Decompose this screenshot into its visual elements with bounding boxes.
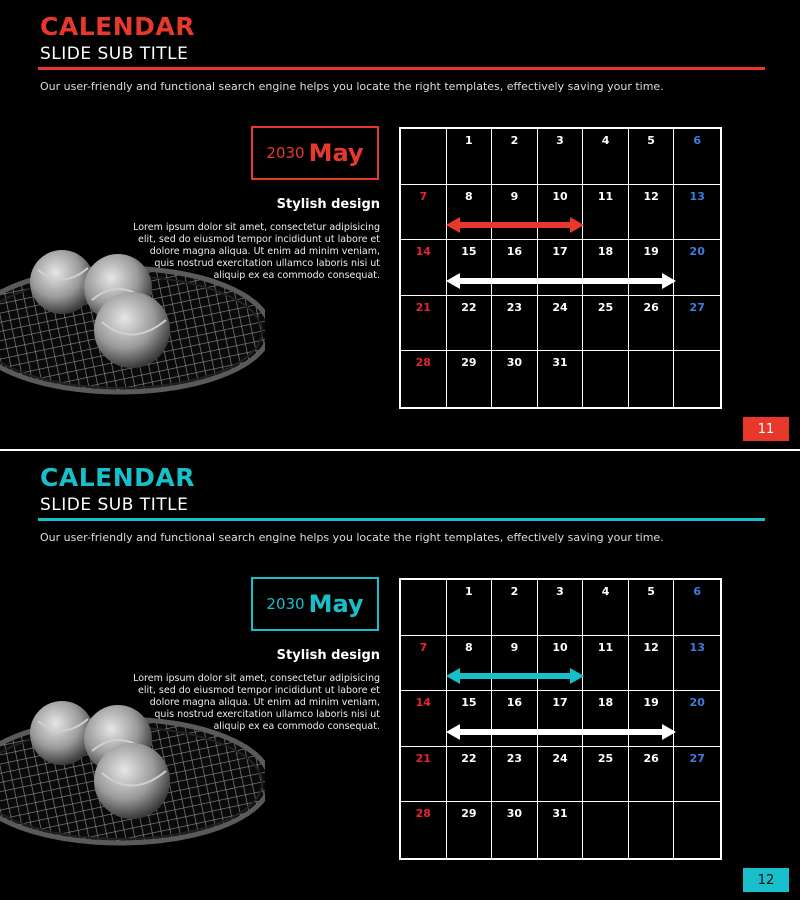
- feature-heading: Stylish design: [276, 197, 380, 212]
- day-cell: 19: [629, 240, 675, 296]
- day-cell: 7: [401, 636, 447, 692]
- range-arrow-long: [446, 724, 676, 740]
- month-label-box: [251, 577, 379, 631]
- slide-subtitle: SLIDE SUB TITLE: [40, 495, 189, 515]
- day-cell: 6: [674, 580, 720, 636]
- day-cell: 6: [674, 129, 720, 185]
- day-cell: 10: [538, 636, 584, 692]
- day-cell: 26: [629, 296, 675, 352]
- day-cell: 1: [447, 580, 493, 636]
- day-cell: 24: [538, 747, 584, 803]
- day-cell: 17: [538, 691, 584, 747]
- feature-body: Lorem ipsum dolor sit amet, consectetur adipisicing elit, sed do eiusmod tempor incididunt ut labore et dolore magna aliqua. Ut enim ad minim veniam, quis nostrud exercitation ullamco laboris nisi ut aliquip ex ea commodo consequat.: [133, 222, 380, 281]
- month-label-box: [251, 126, 379, 180]
- intro-text: Our user-friendly and functional search engine helps you locate the right templates, effectively saving your time.: [40, 531, 664, 544]
- day-cell: 26: [629, 747, 675, 803]
- day-cell: 9: [492, 636, 538, 692]
- day-cell: 11: [583, 636, 629, 692]
- day-cell: 2: [492, 580, 538, 636]
- title-divider: [38, 67, 765, 70]
- day-cell: 12: [629, 185, 675, 241]
- range-arrow-short: [446, 217, 584, 233]
- intro-text: Our user-friendly and functional search engine helps you locate the right templates, effectively saving your time.: [40, 80, 664, 93]
- day-cell: [583, 351, 629, 407]
- day-cell: 3: [538, 129, 584, 185]
- feature-body: Lorem ipsum dolor sit amet, consectetur adipisicing elit, sed do eiusmod tempor incididunt ut labore et dolore magna aliqua. Ut enim ad minim veniam, quis nostrud exercitation ullamco laboris nisi ut aliquip ex ea commodo consequat.: [133, 673, 380, 732]
- year-label: 2030: [266, 144, 305, 162]
- day-cell: 31: [538, 351, 584, 407]
- day-cell: 20: [674, 691, 720, 747]
- day-cell: 22: [447, 747, 493, 803]
- day-cell: 15: [447, 691, 493, 747]
- day-cell: 18: [583, 240, 629, 296]
- day-cell: 2: [492, 129, 538, 185]
- day-cell: 30: [492, 802, 538, 858]
- page-number: 12: [743, 868, 789, 892]
- day-cell: 17: [538, 240, 584, 296]
- day-cell: 16: [492, 240, 538, 296]
- day-cell: 28: [401, 351, 447, 407]
- day-cell: 18: [583, 691, 629, 747]
- page-number: 11: [743, 417, 789, 441]
- day-cell: 12: [629, 636, 675, 692]
- slide-subtitle: SLIDE SUB TITLE: [40, 44, 189, 64]
- day-cell: 7: [401, 185, 447, 241]
- day-cell: 25: [583, 296, 629, 352]
- feature-heading: Stylish design: [276, 648, 380, 663]
- day-cell: 21: [401, 296, 447, 352]
- day-cell: 14: [401, 240, 447, 296]
- day-cell: [674, 351, 720, 407]
- day-cell: 8: [447, 636, 493, 692]
- day-cell: 29: [447, 351, 493, 407]
- day-cell: 29: [447, 802, 493, 858]
- slide-title: CALENDAR: [40, 463, 195, 492]
- day-cell: 4: [583, 129, 629, 185]
- day-cell: 21: [401, 747, 447, 803]
- slide-title: CALENDAR: [40, 12, 195, 41]
- slide-12[interactable]: [0, 451, 800, 900]
- day-cell: 13: [674, 185, 720, 241]
- range-arrow-short: [446, 668, 584, 684]
- slide-11[interactable]: [0, 0, 800, 449]
- day-cell: 11: [583, 185, 629, 241]
- day-cell: 15: [447, 240, 493, 296]
- day-cell: 23: [492, 747, 538, 803]
- range-arrow-long: [446, 273, 676, 289]
- day-cell: 3: [538, 580, 584, 636]
- day-cell: [401, 129, 447, 185]
- day-cell: 23: [492, 296, 538, 352]
- day-cell: 5: [629, 129, 675, 185]
- day-cell: 22: [447, 296, 493, 352]
- day-cell: 10: [538, 185, 584, 241]
- day-cell: 19: [629, 691, 675, 747]
- month-label: May: [308, 139, 364, 167]
- day-cell: 24: [538, 296, 584, 352]
- day-cell: 20: [674, 240, 720, 296]
- day-cell: 1: [447, 129, 493, 185]
- day-cell: 27: [674, 747, 720, 803]
- day-cell: 9: [492, 185, 538, 241]
- day-cell: 5: [629, 580, 675, 636]
- day-cell: [674, 802, 720, 858]
- day-cell: 30: [492, 351, 538, 407]
- day-cell: 27: [674, 296, 720, 352]
- day-cell: [629, 351, 675, 407]
- day-cell: 16: [492, 691, 538, 747]
- day-cell: 28: [401, 802, 447, 858]
- month-label: May: [308, 590, 364, 618]
- day-cell: 31: [538, 802, 584, 858]
- title-divider: [38, 518, 765, 521]
- day-cell: 14: [401, 691, 447, 747]
- calendar-grid: [399, 578, 722, 860]
- day-cell: [583, 802, 629, 858]
- day-cell: [401, 580, 447, 636]
- day-cell: 4: [583, 580, 629, 636]
- calendar-grid: [399, 127, 722, 409]
- day-cell: 25: [583, 747, 629, 803]
- day-cell: [629, 802, 675, 858]
- day-cell: 8: [447, 185, 493, 241]
- day-cell: 13: [674, 636, 720, 692]
- year-label: 2030: [266, 595, 305, 613]
